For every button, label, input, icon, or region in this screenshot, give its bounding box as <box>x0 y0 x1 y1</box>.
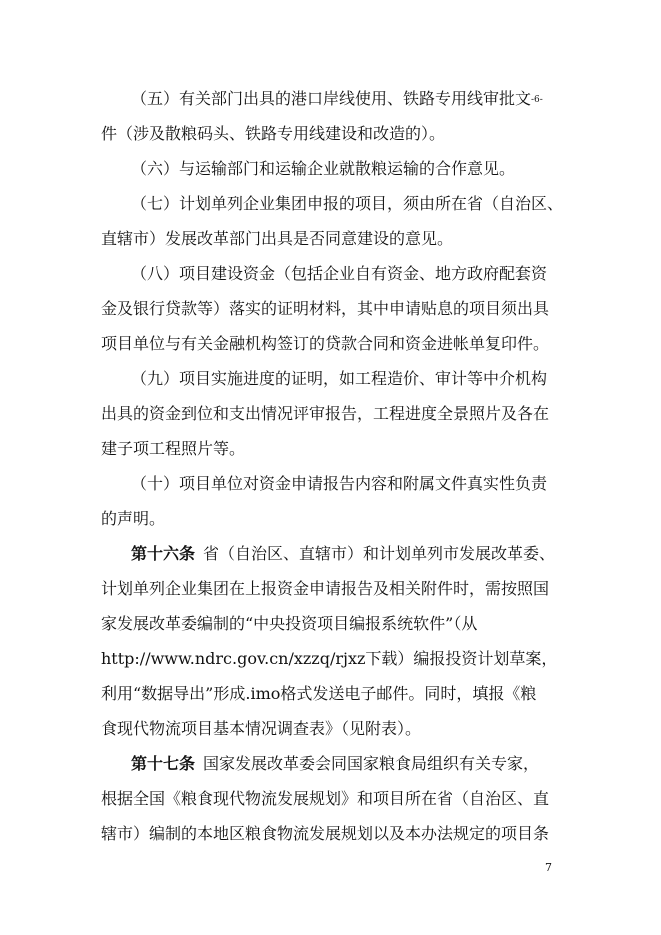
text-line: 件（涉及散粮码头、铁路专用线建设和改造的）。 <box>101 124 446 143</box>
text-line: 计划单列企业集团在上报资金申请报告及相关附件时，需按照国 <box>101 579 550 598</box>
text-line: （七）计划单列企业集团申报的项目，须由所在省（自治区、 <box>131 194 564 213</box>
article-16-first-line <box>131 544 555 564</box>
text-line: 项目单位与有关金融机构签订的贷款合同和资金进帐单复印件。 <box>101 334 550 353</box>
text-line: （十）项目单位对资金申请报告内容和附属文件真实性负责 <box>131 474 548 493</box>
text-line: 金及银行贷款等）落实的证明材料，其中申请贴息的项目须出具 <box>101 299 550 318</box>
text-line: 建子项工程照片等。 <box>101 439 246 458</box>
text-line: 根据全国《粮食现代物流发展规划》和项目所在省（自治区、直 <box>101 789 550 808</box>
text-line: http://www.ndrc.gov.cn/xzzq/rjxz下载）编报投资计划草案， <box>101 649 558 668</box>
article-16-label: 第十六条 <box>131 544 196 563</box>
article-17-first-line <box>131 754 539 774</box>
line-text: 国家发展改革委会同国家粮食局组织有关专家， <box>203 754 540 773</box>
text-line <box>131 89 543 109</box>
text-line: 辖市）编制的本地区粮食物流发展规划以及本办法规定的项目条 <box>101 824 550 843</box>
text-line: （六）与运输部门和运输企业就散粮运输的合作意见。 <box>131 159 516 178</box>
text-line: 出具的资金到位和支出情况评审报告，工程进度全景照片及各在 <box>101 404 550 423</box>
text-line: 食现代物流项目基本情况调查表》（见附表）。 <box>101 719 422 738</box>
stray-mark: -6- <box>531 95 543 105</box>
page-number: 7 <box>545 861 552 874</box>
text-line: （九）项目实施进度的证明，如工程造价、审计等中介机构 <box>131 369 548 388</box>
text-line: （八）项目建设资金（包括企业自有资金、地方政府配套资 <box>131 264 548 283</box>
line-text: 省（自治区、直辖市）和计划单列市发展改革委、 <box>203 544 556 563</box>
text-line: 家发展改革委编制的“中央投资项目编报系统软件”（从 <box>101 614 478 633</box>
text-line: 直辖市）发展改革部门出具是否同意建设的意见。 <box>101 229 454 248</box>
article-17-label: 第十七条 <box>131 754 196 773</box>
text-line: 利用“数据导出”形成.imo格式发送电子邮件。同时，填报《粮 <box>101 684 537 703</box>
text-line: 的声明。 <box>101 509 166 528</box>
line-text: （五）有关部门出具的港口岸线使用、铁路专用线审批文 <box>131 89 532 108</box>
